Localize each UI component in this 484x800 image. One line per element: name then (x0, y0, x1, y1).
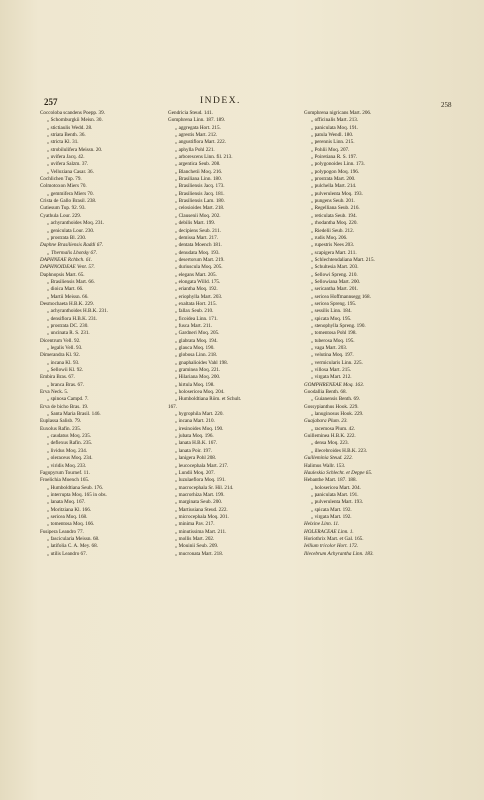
index-column-3 (304, 110, 454, 558)
index-entry: „ denudata Moq. 193. (175, 249, 220, 256)
index-entry: „ fascicularia Meissn. 68. (47, 535, 100, 542)
index-entry: „ lividus Moq. 234. (47, 447, 88, 454)
index-entry: „ Brasiliensis Mart. 66. (47, 278, 95, 285)
index-entry: „ officinalis Mart. 213. (311, 117, 359, 124)
index-entry: „ geniculata Lour. 230. (47, 227, 95, 234)
index-entry: Guajabara Plum. 23. (304, 418, 348, 425)
index-entry: Euxolus Rafin. 235. (40, 425, 82, 432)
index-entry: „ Pohlii Moq. 207. (311, 146, 350, 153)
index-entry: „ lanata Poir. 197. (175, 447, 212, 454)
index-entry: „ polygonoides Linn. 173. (311, 161, 365, 168)
index-entry: „ interrupta Moq. 165 in obs. (47, 491, 107, 498)
index-entry: „ Thermalis Lhotsky 67. (47, 249, 97, 256)
index-entry: „ demissa Mart. 217. (175, 234, 218, 241)
index-entry: „ utilis Leandro 67. (47, 550, 87, 557)
index-entry: „ Santa Maria Brasil. 146. (47, 411, 101, 418)
index-entry: „ scapigera Mart. 211. (311, 249, 357, 256)
index-entry: „ Sellowiana Mart. 200. (311, 278, 361, 285)
index-entry: „ glauca Moq. 190. (175, 345, 215, 351)
index-entry: „ pulverulenta Moq. 193. (311, 190, 363, 197)
index-entry: Helxine Linn. 11. (304, 521, 340, 528)
index-entry: „ microcephala Moq. 201. (175, 513, 229, 520)
index-entry: „ prostrata Mart. 200. (311, 176, 356, 183)
index-entry: „ Schomburgkii Meisn. 30. (47, 117, 103, 124)
index-entry: „ minutissima Mart. 211. (175, 528, 227, 535)
left-page-number: 257 (44, 97, 58, 107)
index-entry: Daphne Brasiliensis Raddi 67. (40, 242, 104, 249)
index-entry: „ mucronata Mart. 218. (175, 550, 224, 557)
index-entry: „ Guianensis Benth. 69. (311, 396, 360, 403)
index-entry: „ Riedelii Seub. 212. (311, 227, 354, 234)
index-entry: „ illecebroides H.B.K. 223. (311, 447, 368, 454)
index-entry: „ iresinoides Moq. 190. (175, 425, 224, 432)
index-entry: „ Gardneri Moq. 205. (175, 330, 220, 337)
index-entry: „ densiflora H.B.K. 231. (47, 315, 98, 322)
index-entry: „ latifolia C. A. Mey. 68. (47, 543, 98, 550)
index-entry: Coccoloba scandens Poepp. 39. (40, 110, 105, 116)
index-entry: „ spicata Moq. 195. (311, 315, 352, 322)
index-entry: Daphnopsis Mart. 65. (40, 271, 85, 278)
index-entry: Cochlichen Tup. 79. (40, 176, 82, 183)
index-entry: „ striata Benth. 36. (47, 132, 86, 139)
index-entry: „ Regelliana Seub. 216. (311, 205, 360, 212)
index-entry: „ sericea Moq. 168. (47, 513, 88, 520)
index-entry: „ glabrata Moq. 194. (175, 337, 218, 344)
index-entry: „ vaga Mart. 203. (311, 345, 348, 351)
index-entry: Gendricia Steud. 141. (168, 110, 213, 116)
index-entry: Euplassa Salisb. 79. (40, 418, 82, 425)
index-entry: „ fusca Mart. 211. (175, 322, 213, 329)
right-page-number: 258 (441, 101, 452, 109)
index-entry: „ macrocephala Sr. Hil. 214. (175, 484, 234, 491)
index-entry: „ rupestris Nees 203. (311, 242, 355, 249)
index-entry: „ elegans Mart. 205. (175, 271, 217, 278)
index-entry: „ argentica Seub. 208. (175, 161, 221, 168)
index-entry: Embira Bras. 67. (40, 374, 75, 381)
index-entry: GOMPHRENEAE Moq. 163. (304, 381, 364, 388)
index-entry: „ Mouinii Seub. 209. (175, 543, 219, 550)
index-entry: „ tomentosa Moq. 166. (47, 521, 95, 528)
index-entry: „ Sellowii Kl. 92. (47, 367, 84, 374)
index-entry: „ fallax Seub. 210. (175, 308, 214, 315)
index-entry: „ tuberosa Moq. 195. (311, 337, 355, 344)
index-entry: „ decipiens Seub. 211. (175, 227, 221, 234)
index-entry: „ perennis Linn. 215. (311, 139, 355, 146)
index-entry: „ prostrata Bl. 230. (47, 234, 87, 241)
index-entry: „ aggregata Hort. 215. (175, 124, 221, 131)
index-entry: Colmotoxon Miers 70. (40, 183, 87, 190)
index-entry: „ Martiusiana Steud. 222. (175, 506, 228, 513)
index-entry: „ sericantha Mart. 201. (311, 286, 359, 293)
index-entry: „ leucocephala Mart. 217. (175, 462, 229, 469)
index-entry: „ Velloziana Casar. 36. (47, 168, 94, 175)
index-entry: HOLERACEAE Linn. 1. (304, 528, 354, 535)
index-entry: „ strobilulifera Meissn. 20. (47, 146, 103, 153)
index-entry: „ sericea Spreng. 195. (311, 300, 357, 307)
index-entry: „ ficoidea Linn. 171. (175, 315, 218, 322)
index-entry: „ elongata Willd. 175. (175, 278, 221, 285)
index-entry: Guilleminia Steud. 222. (304, 455, 353, 462)
index-entry: „ Clausenii Moq. 202. (175, 212, 221, 219)
index-entry: „ rhodantha Moq. 220. (311, 220, 358, 227)
index-entry: „ hirtula Moq. 198. (175, 381, 215, 388)
index-entry: „ dioica Mart. 66. (47, 286, 84, 293)
index-entry: Illecebrum Achyrantha Linn. 183. (304, 550, 374, 557)
index-entry: „ rudis Moq. 206. (311, 234, 348, 241)
index-entry: „ sericea Hoffmannsegg 168. (311, 293, 371, 300)
index-entry: „ spicata Mart. 192. (311, 506, 352, 513)
index-entry: Gomphrena Linn. 187. 189. (168, 117, 226, 124)
index-entry: „ stricta Kl. 31. (47, 139, 79, 146)
index-entry: „ paniculata Mart. 191. (311, 491, 359, 498)
index-entry: Hauleskia Schlecht. et Deppe 65. (304, 469, 373, 476)
index-entry: „ gemmifera Miers 70. (47, 190, 94, 197)
index-entry: „ incana Mart. 210. (175, 418, 215, 425)
index-entry: „ agrestis Mart. 212. (175, 132, 218, 139)
index-entry: „ legalis Vell. 93. (47, 345, 83, 351)
index-entry: „ spinosa Campd. 7. (47, 396, 89, 403)
index-entry: „ gnaphalioides Vahl 198. (175, 359, 229, 366)
index-entry: „ sessilis Linn. 184. (311, 308, 352, 315)
index-entry: DAPHNOIDEAE Vent. 57. (40, 264, 95, 271)
index-entry: „ polypogon Moq. 196. (311, 168, 360, 175)
index-entry: „ pulverulenta Mart. 193. (311, 499, 364, 506)
index-entry: „ Brasiliensis Jacq. 173. (175, 183, 225, 190)
index-entry: „ caudatus Moq. 235. (47, 433, 92, 440)
index-entry: „ oleraceus Moq. 234. (47, 455, 93, 462)
index-entry: „ Brasiliana Linn. 180. (175, 176, 222, 183)
index-entry: „ Brasiliensis Jacq. 181. (175, 190, 225, 197)
index-entry: „ holosericea Mart. 204. (311, 484, 361, 491)
index-entry: „ debilis Mart. 199. (175, 220, 216, 227)
index-entry: Horiothrix Mart. et Gal. 165. (304, 535, 364, 542)
index-entry: Cutiesum Tup. 92. 93. (40, 205, 86, 212)
index-entry: 167. (168, 403, 177, 410)
index-entry: „ uvifera Salzm. 37. (47, 161, 89, 168)
index-entry: Cyathula Lour. 229. (40, 212, 82, 219)
index-entry: „ duriuscula Moq. 205. (175, 264, 223, 271)
index-entry: „ lanigera Pohl 208. (175, 455, 217, 462)
index-entry: DAPHNEAE Rchbch. 61. (40, 256, 93, 263)
index-entry: „ eriantha Moq. 192. (175, 286, 218, 293)
index-entry: „ luzulaeflora Moq. 191. (175, 477, 226, 484)
index-entry: „ eriophylla Mart. 203. (175, 293, 223, 300)
index-entry: Guilleminea H.B.K. 222. (304, 433, 356, 440)
index-entry: „ branca Bras. 67. (47, 381, 84, 388)
index-entry: „ arborescens Linn. fil. 213. (175, 154, 233, 161)
index-entry: Gomphrena nigricans Mart. 206. (304, 110, 372, 116)
index-entry: „ tomentosa Pohl 198. (311, 330, 357, 337)
index-entry: „ Sellowi Spreng. 210. (311, 271, 358, 278)
index-entry: Iellium tricolor Hort. 172. (304, 543, 359, 550)
index-entry: Erva Neck. 5. (40, 389, 69, 396)
index-entry: „ incana Kl. 93. (47, 359, 80, 366)
index-entry: „ Poiretiana R. S. 197. (311, 154, 358, 161)
index-entry: „ achyranthoides Moq. 231. (47, 220, 105, 227)
index-entry: „ exaltata Hort. 215. (175, 300, 217, 307)
index-entry: Desmochaeta H.B.K. 229. (40, 300, 94, 307)
index-entry: „ Brasiliensis Lam. 180. (175, 198, 225, 205)
index-entry: Fusipera Leandro 77. (40, 528, 84, 535)
index-entry: „ Schlechtendaliana Mart. 215. (311, 256, 375, 263)
index-entry: „ jubata Moq. 196. (175, 433, 214, 440)
index-entry: „ densa Moq. 223. (311, 440, 349, 447)
index-entry: „ macrorhiza Mart. 199. (175, 491, 225, 498)
index-entry: „ uncinata R. S. 231. (47, 330, 90, 337)
index-entry: „ stictiaulis Wedd. 28. (47, 124, 93, 131)
index-entry: Crista de Gallo Brasil. 238. (40, 198, 97, 205)
index-entry: „ Lundii Moq. 207. (175, 469, 215, 476)
index-entry: „ pulchella Mart. 214. (311, 183, 357, 190)
index-entry: „ stenophylla Spreng. 190. (311, 322, 366, 329)
index-entry: Gossypianthus Hook. 229. (304, 403, 359, 410)
index-entry: „ desertorum Mart. 219. (175, 256, 225, 263)
index-entry: „ deflexus Rafin. 235. (47, 440, 93, 447)
index-entry: „ reticulata Seub. 194. (311, 212, 357, 219)
index-entry: „ Moritziana Kl. 166. (47, 506, 92, 513)
index-entry: „ racemosa Plum. 42. (311, 425, 356, 432)
index-entry: „ Blanchetii Moq. 216. (175, 168, 223, 175)
index-entry: „ lanata Moq. 167. (47, 499, 86, 506)
index-entry: „ prostrata DC. 230. (47, 322, 89, 329)
index-entry: „ Humboldtiana Röm. et Schult. (175, 396, 242, 403)
index-entry: Fagopyrum Tournef. 11. (40, 469, 90, 476)
index-entry: „ vermicularis Linn. 225. (311, 359, 363, 366)
index-entry: Dicentrum Vell. 92. (40, 337, 81, 344)
index-entry: „ villosa Mart. 215. (311, 367, 352, 374)
index-entry: „ velutina Moq. 197. (311, 352, 354, 359)
index-entry: Dimerandra Kl. 92. (40, 352, 80, 359)
index-entry: „ graminea Moq. 221. (175, 367, 221, 374)
index-entry: „ hygrophila Mart. 220. (175, 411, 224, 418)
index-entry: Hebanthe Mart. 187. 188. (304, 477, 357, 484)
index-entry: Goodallia Benth. 68. (304, 389, 347, 396)
index-entry: „ patula Wendl. 180. (311, 132, 354, 139)
index-entry: Froelichia Moench 165. (40, 477, 90, 484)
index-entry: „ celosioides Mart. 218. (175, 205, 225, 212)
index-entry: „ virgata Mart. 192. (311, 513, 352, 520)
page-header (0, 97, 484, 111)
index-entry: „ Martii Meissn. 66. (47, 293, 89, 300)
index-entry: „ lanata H.B.K. 167. (175, 440, 218, 447)
index-entry: Erva de bicho Bras. 19. (40, 403, 89, 410)
running-title: INDEX. (200, 96, 241, 106)
index-entry: „ uvifera Jacq. 42. (47, 154, 85, 161)
index-entry: „ aphylla Pohl 221. (175, 146, 215, 153)
index-entry: „ Humboldtiana Seub. 176. (47, 484, 104, 491)
index-entry: „ dentata Moench 181. (175, 242, 222, 249)
index-entry: „ virgata Mart. 212. (311, 374, 352, 381)
index-entry: „ paniculata Moq. 191. (311, 124, 359, 131)
index-entry: „ Hilariana Moq. 200. (175, 374, 221, 381)
index-column-2 (168, 110, 318, 558)
index-entry: „ holosericea Moq. 204. (175, 389, 225, 396)
index-entry: „ marginata Seub. 200. (175, 499, 223, 506)
index-entry: „ lanuginosus Hook. 229. (311, 411, 364, 418)
index-entry: „ viridis Moq. 233. (47, 462, 87, 469)
index-entry: „ pungens Seub. 201. (311, 198, 355, 205)
index-entry: „ minima Pav. 217. (175, 521, 215, 528)
index-entry: „ Schultesia Mart. 203. (311, 264, 359, 271)
index-entry: Halimus Wallr. 153. (304, 462, 346, 469)
index-entry: „ achyranthoides H.B.K. 231. (47, 308, 108, 315)
index-entry: „ mollis Mart. 202. (175, 535, 215, 542)
index-entry: „ angustiflora Mart. 222. (175, 139, 226, 146)
index-entry: „ globosa Linn. 218. (175, 352, 218, 359)
